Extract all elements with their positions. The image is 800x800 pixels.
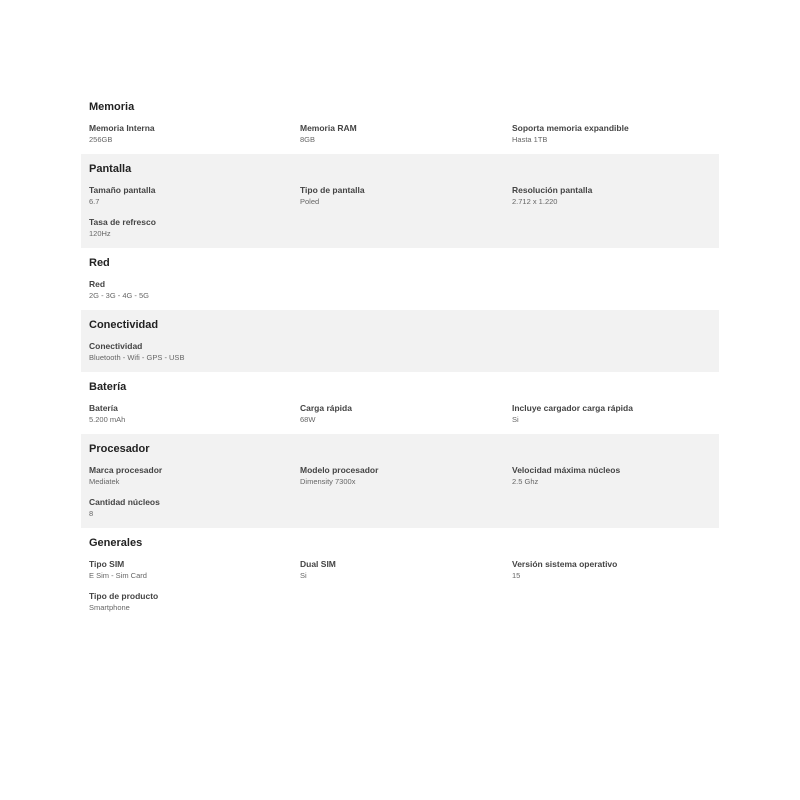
- spec-value: Hasta 1TB: [512, 135, 548, 144]
- spec-item: [89, 217, 300, 239]
- spec-label: Batería: [89, 403, 118, 413]
- spec-value: 120Hz: [89, 229, 111, 238]
- spec-value: 2.5 Ghz: [512, 477, 539, 486]
- spec-value: 68W: [300, 415, 316, 424]
- spec-value: Si: [512, 415, 519, 424]
- spec-label: Carga rápida: [300, 403, 352, 413]
- spec-value: Mediatek: [89, 477, 120, 486]
- spec-value: 15: [512, 571, 521, 580]
- spec-label: Modelo procesador: [300, 465, 379, 475]
- spec-value: 5.200 mAh: [89, 415, 126, 424]
- spec-value: 6.7: [89, 197, 100, 206]
- spec-value: Bluetooth - Wifi - GPS - USB: [89, 353, 185, 362]
- spec-value: Smartphone: [89, 603, 130, 612]
- section-pantalla: [81, 154, 719, 248]
- spec-item: [89, 123, 300, 145]
- spec-item: [89, 465, 300, 487]
- section-title: Procesador: [89, 443, 150, 455]
- spec-item: [300, 559, 512, 581]
- spec-item: [300, 185, 512, 207]
- section-title: Pantalla: [89, 163, 132, 175]
- spec-label: Versión sistema operativo: [512, 559, 618, 569]
- spec-label: Red: [89, 279, 106, 289]
- spec-label: Soporta memoria expandible: [512, 123, 629, 133]
- section-title: Conectividad: [89, 319, 159, 331]
- spec-label: Tipo de producto: [89, 591, 159, 601]
- spec-label: Tasa de refresco: [89, 217, 156, 227]
- section-red: [81, 248, 719, 310]
- section-title: Generales: [89, 537, 143, 549]
- spec-item: [89, 559, 300, 581]
- spec-value: 8: [89, 509, 94, 518]
- section-title: Red: [89, 257, 110, 269]
- spec-label: Dual SIM: [300, 559, 336, 569]
- spec-value: 256GB: [89, 135, 113, 144]
- spec-label: Tipo SIM: [89, 559, 125, 569]
- section-conectividad: [81, 310, 719, 372]
- spec-item: [512, 465, 712, 487]
- spec-value: 8GB: [300, 135, 316, 144]
- spec-item: [512, 185, 712, 207]
- spec-label: Velocidad máxima núcleos: [512, 465, 621, 475]
- spec-item: [300, 123, 512, 145]
- spec-item: [89, 279, 300, 301]
- spec-value: 2G - 3G - 4G - 5G: [89, 291, 150, 300]
- spec-label: Marca procesador: [89, 465, 163, 475]
- spec-item: [89, 185, 300, 207]
- spec-item: [89, 591, 300, 613]
- spec-item: [512, 559, 712, 581]
- spec-label: Resolución pantalla: [512, 185, 593, 195]
- spec-item: [89, 341, 300, 363]
- spec-value: 2.712 x 1.220: [512, 197, 558, 206]
- spec-value: Poled: [300, 197, 320, 206]
- spec-label: Tamaño pantalla: [89, 185, 156, 195]
- spec-label: Incluye cargador carga rápida: [512, 403, 633, 413]
- specs-table: [81, 92, 719, 622]
- spec-label: Cantidad núcleos: [89, 497, 160, 507]
- spec-item: [89, 403, 300, 425]
- spec-item: [512, 403, 712, 425]
- spec-item: [89, 497, 300, 519]
- spec-label: Tipo de pantalla: [300, 185, 365, 195]
- section-generales: [81, 528, 719, 622]
- spec-value: E Sim - Sim Card: [89, 571, 147, 580]
- spec-value: Si: [300, 571, 307, 580]
- spec-label: Memoria Interna: [89, 123, 155, 133]
- spec-item: [300, 403, 512, 425]
- spec-label: Conectividad: [89, 341, 143, 351]
- section-memoria: [81, 92, 719, 154]
- spec-item: [512, 123, 712, 145]
- section-title: Memoria: [89, 101, 135, 113]
- spec-value: Dimensity 7300x: [300, 477, 356, 486]
- section-title: Batería: [89, 381, 127, 393]
- section-bateria: [81, 372, 719, 434]
- spec-item: [300, 465, 512, 487]
- section-procesador: [81, 434, 719, 528]
- spec-label: Memoria RAM: [300, 123, 357, 133]
